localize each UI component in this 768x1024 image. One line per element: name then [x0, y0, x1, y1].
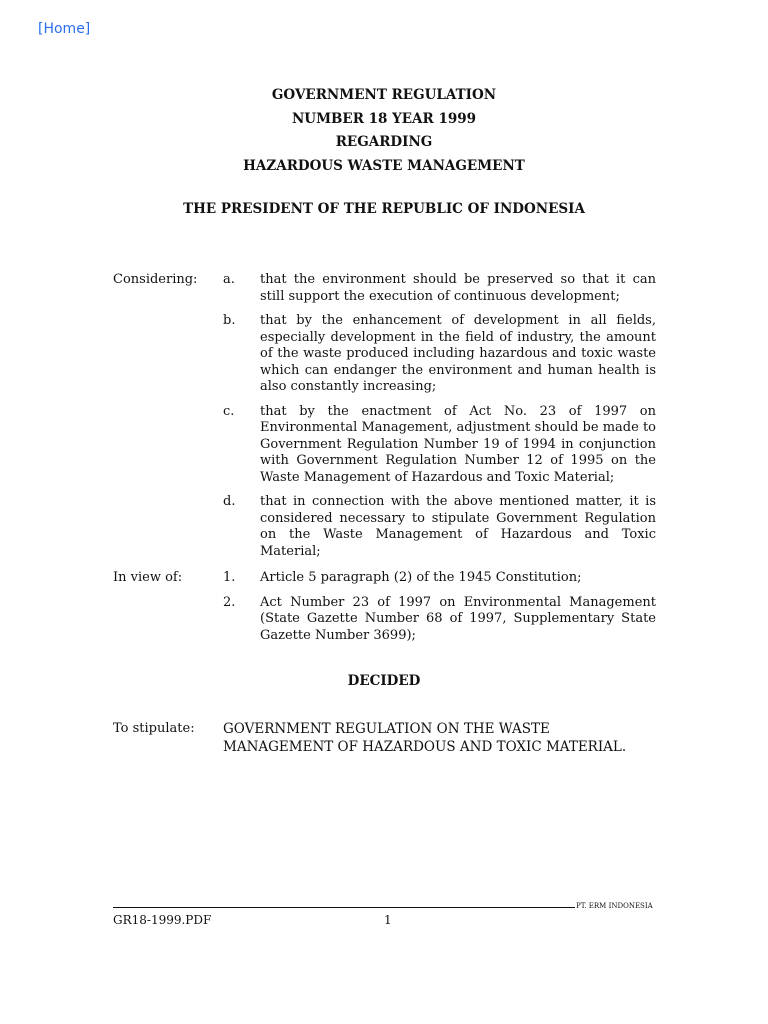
in-view-of-label: In view of:: [113, 570, 183, 585]
item-text: Act Number 23 of 1997 on Environmental Management (State Gazette Number 68 of 1997, Supplementary State Gazette Number 3699);: [260, 594, 656, 643]
stipulate-section: [113, 721, 656, 764]
item-text: that by the enactment of Act No. 23 of 1997 on Environmental Management, adjustment should be made to Government Regulation Number 19 of 1994 in conjunction with Government Regulation Number 12 of 1995 on the Waste Management of Hazardous and Toxic Material;: [260, 403, 656, 485]
item-text: that by the enhancement of development in all fields, especially development in the field of industry, the amount of the waste produced including hazardous and toxic waste which can endanger the environment and human health is also constantly increasing;: [260, 313, 656, 394]
considering-item: [113, 404, 656, 487]
considering-item: [113, 494, 656, 560]
document-title: [0, 84, 768, 178]
considering-section: [113, 272, 656, 568]
item-marker: b.: [223, 313, 236, 328]
home-link[interactable]: [Home]: [38, 21, 91, 37]
page-number: 1: [384, 913, 392, 927]
stipulate-text: GOVERNMENT REGULATION ON THE WASTE MANAGEMENT OF HAZARDOUS AND TOXIC MATERIAL.: [223, 721, 627, 755]
stipulate-label: To stipulate:: [113, 721, 195, 736]
item-marker: c.: [223, 403, 235, 419]
in-view-of-item: [113, 570, 656, 587]
item-marker: 1.: [223, 570, 236, 585]
in-view-of-item: [113, 595, 656, 645]
title-line: HAZARDOUS WASTE MANAGEMENT: [243, 157, 525, 174]
footer-rule: [113, 907, 575, 908]
title-line: REGARDING: [335, 134, 433, 150]
item-text: Article 5 paragraph (2) of the 1945 Constitution;: [260, 570, 582, 585]
footer-org: PT. ERM INDONESIA: [576, 902, 653, 910]
considering-item: [113, 313, 656, 396]
item-marker: d.: [223, 494, 236, 509]
title-line: NUMBER 18 YEAR 1999: [291, 110, 477, 127]
president-heading: THE PRESIDENT OF THE REPUBLIC OF INDONESIA: [183, 201, 585, 217]
considering-item: [113, 272, 656, 305]
title-line: GOVERNMENT REGULATION: [271, 87, 497, 103]
footer-filename: GR18-1999.PDF: [113, 913, 212, 927]
item-text: that in connection with the above mentioned matter, it is considered necessary to stipulate Government Regulation on the Waste Management of Hazardous and Toxic Material;: [260, 494, 656, 559]
item-marker: 2.: [223, 594, 236, 610]
item-text: that the environment should be preserved so that it can still support the execution of continuous development;: [260, 272, 656, 304]
item-marker: a.: [223, 272, 235, 287]
in-view-of-section: [113, 570, 656, 652]
decided-heading: DECIDED: [347, 673, 421, 689]
considering-label: Considering:: [113, 272, 198, 287]
